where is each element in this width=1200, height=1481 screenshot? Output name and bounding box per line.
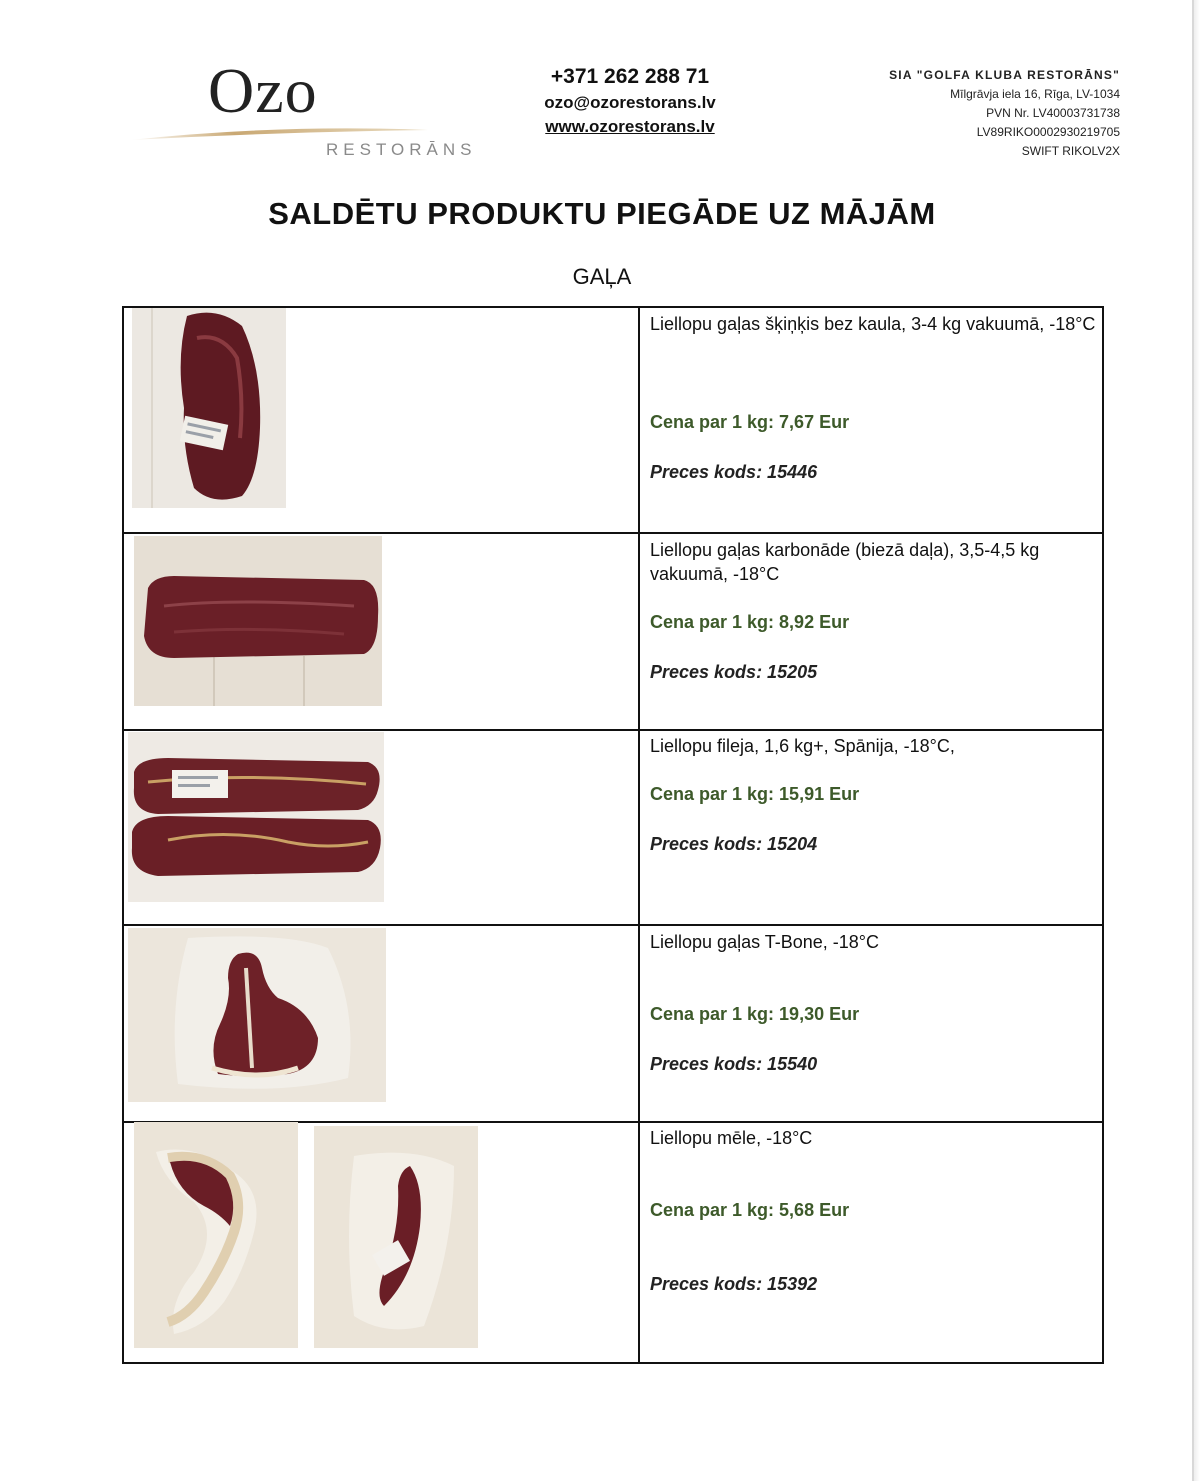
product-info [650, 1126, 1100, 1346]
product-photo-beef-ham [132, 308, 286, 508]
contact-block [510, 64, 750, 139]
page-title: SALDĒTU PRODUKTU PIEGĀDE UZ MĀJĀM [268, 196, 936, 231]
company-swift: SWIFT RIKOLV2X [1021, 144, 1120, 158]
product-code: Preces kods: 15446 [650, 462, 818, 482]
ozo-logo [130, 52, 477, 167]
product-code: Preces kods: 15392 [650, 1274, 818, 1294]
company-address: Mīlgrāvja iela 16, Rīga, LV-1034 [950, 87, 1120, 101]
email-link[interactable]: ozo@ozorestorans.lv [544, 93, 716, 112]
product-price: Cena par 1 kg: 19,30 Eur [650, 1004, 860, 1024]
product-photo-beef-chop [134, 536, 382, 706]
product-photo-beef-fillet [128, 732, 384, 902]
product-price: Cena par 1 kg: 7,67 Eur [650, 412, 850, 432]
product-name: Liellopu fileja, 1,6 kg+, Spānija, -18°C, [650, 736, 955, 756]
product-info [650, 930, 1100, 1115]
product-price: Cena par 1 kg: 5,68 Eur [650, 1200, 850, 1220]
product-info [650, 734, 1100, 919]
company-name: SIA "GOLFA KLUBA RESTORĀNS" [889, 68, 1120, 82]
product-price: Cena par 1 kg: 8,92 Eur [650, 612, 850, 632]
product-table [122, 306, 1104, 1364]
product-photo-beef-tongue-back [314, 1126, 478, 1348]
column-divider [638, 308, 640, 1362]
product-info [650, 538, 1100, 723]
product-name: Liellopu mēle, -18°C [650, 1128, 813, 1148]
row-divider [124, 924, 1102, 926]
logo-subtitle: RESTORĀNS [326, 140, 477, 159]
product-code: Preces kods: 15204 [650, 834, 818, 854]
product-name: Liellopu gaļas šķiņķis bez kaula, 3-4 kg vakuumā, -18°C [650, 314, 1096, 334]
product-code: Preces kods: 15540 [650, 1054, 818, 1074]
website-link[interactable]: www.ozorestorans.lv [545, 117, 715, 136]
row-divider [124, 729, 1102, 731]
product-code: Preces kods: 15205 [650, 662, 818, 682]
company-vat: PVN Nr. LV40003731738 [986, 106, 1120, 120]
product-price: Cena par 1 kg: 15,91 Eur [650, 784, 860, 804]
section-title: GAĻA [572, 264, 632, 289]
product-name: Liellopu gaļas T-Bone, -18°C [650, 932, 880, 952]
phone-number: +371 262 288 71 [550, 65, 710, 88]
product-photo-t-bone [128, 928, 386, 1102]
company-account: LV89RIKO0002930219705 [976, 125, 1120, 139]
product-name: Liellopu gaļas karbonāde (biezā daļa), 3,5-4,5 kg vakuumā, -18°C [650, 540, 1040, 584]
product-info [650, 312, 1100, 527]
logo-text: Ozo [208, 55, 318, 126]
row-divider [124, 532, 1102, 534]
product-photo-beef-tongue-front [134, 1122, 298, 1348]
company-details [780, 66, 1120, 161]
